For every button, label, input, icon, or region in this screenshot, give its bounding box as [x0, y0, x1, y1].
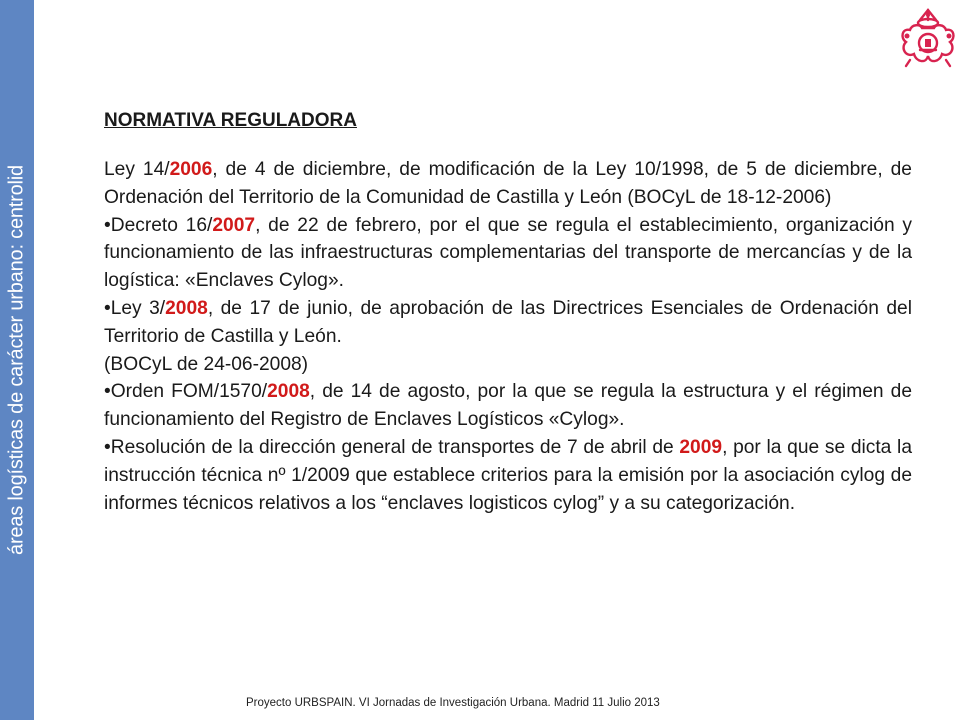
item-text: , de 17 de junio, de aprobación de las Directrices Esenciales de Ordenación del Territorio de Castilla y León.: [104, 297, 912, 347]
list-item: [104, 156, 912, 212]
sidebar: [0, 0, 34, 720]
list-item: [104, 378, 912, 434]
item-text: •Orden FOM/1570/: [104, 381, 268, 403]
item-year: 2007: [212, 214, 256, 236]
item-text: (BOCyL de 24-06-2008): [104, 353, 309, 375]
item-text: , de 4 de diciembre, de modificación de la Ley 10/1998, de 5 de diciembre, de Ordenación del Territorio de la Comunidad de Castilla y León (BOCyL de 18-12-2006): [104, 159, 912, 208]
footer-note: Proyecto URBSPAIN. VI Jornadas de Investigación Urbana. Madrid 11 Julio 2013: [246, 697, 660, 709]
list-item: [104, 212, 912, 295]
item-text: Ley 14/: [104, 159, 170, 180]
item-year: 2009: [679, 436, 723, 458]
sidebar-title: áreas logísticas de carácter urbano: centrolid: [5, 165, 28, 555]
regulation-list: [104, 156, 912, 517]
list-item: [104, 295, 912, 378]
item-text: •Resolución de la dirección general de transportes de 7 de abril de: [104, 436, 680, 458]
item-text: , de 14 de agosto, por la que se regula la estructura y el régimen de funcionamiento del Registro de Enclaves Logísticos «Cylog».: [104, 381, 912, 431]
university-emblem-icon: [898, 6, 958, 70]
item-text: •Ley 3/: [104, 297, 166, 319]
item-year: 2006: [169, 159, 213, 180]
item-text: , por la que se dicta la instrucción técnica nº 1/2009 que establece criterios para la emisión por la asociación cylog de informes técnicos relativos a los “enclaves logisticos cylog” y a su categorización.: [104, 436, 912, 514]
list-item: [104, 434, 912, 517]
item-year: 2008: [165, 297, 208, 319]
page-title: NORMATIVA REGULADORA: [104, 110, 357, 131]
item-year: 2008: [267, 381, 310, 403]
item-text: •Decreto 16/: [104, 214, 213, 236]
item-text: , de 22 de febrero, por el que se regula el establecimiento, organización y funcionamiento de las infraestructuras complementarias del transporte de mercancías y de la logística: «Enclaves Cylog».: [104, 214, 913, 292]
